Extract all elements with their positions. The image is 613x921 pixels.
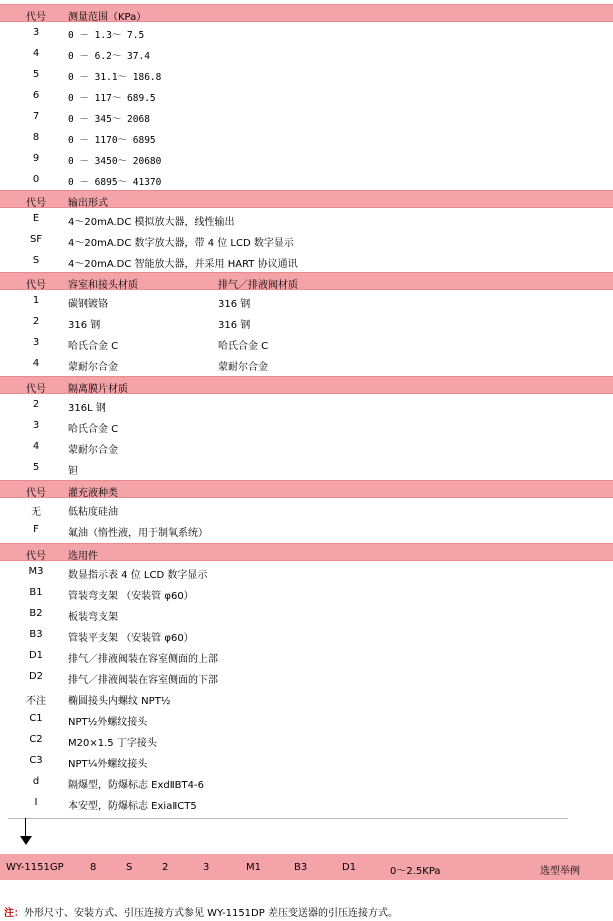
range-title-header: 测量范围（KPa）	[68, 12, 147, 23]
fill-header	[0, 480, 613, 498]
value: 板装弯支架	[68, 612, 118, 623]
material-section	[0, 272, 613, 374]
table-row	[0, 624, 613, 645]
example-range-code: 8	[90, 862, 97, 873]
value: 4～20mA.DC 模拟放大器，线性输出	[68, 217, 235, 228]
code: 5	[32, 69, 40, 80]
table-row	[0, 687, 613, 708]
value-2: 哈氏合金 C	[218, 341, 269, 352]
value: 哈氏合金 C	[68, 341, 119, 352]
table-row	[0, 250, 613, 271]
value: 椭圆接头内螺纹 NPT½	[68, 696, 171, 707]
code: 4	[32, 48, 40, 59]
selection-example-bar	[0, 854, 613, 880]
value: 0 － 1170～ 6895	[68, 135, 156, 146]
table-row	[0, 148, 613, 169]
table-row	[0, 498, 613, 519]
example-output-code: S	[126, 862, 133, 873]
value: 0 － 1.3～ 7.5	[68, 30, 145, 41]
material-code-header: 代号	[26, 280, 46, 291]
fill-code-header: 代号	[26, 488, 46, 499]
table-row	[0, 208, 613, 229]
code: 无	[31, 507, 41, 518]
options-header	[0, 543, 613, 561]
table-row	[0, 729, 613, 750]
code: F	[33, 524, 39, 535]
options-code-header: 代号	[26, 551, 46, 562]
table-row	[0, 85, 613, 106]
table-row	[0, 353, 613, 374]
value: NPT½外螺纹接头	[68, 717, 148, 728]
code: S	[32, 255, 40, 266]
table-row	[0, 519, 613, 540]
diaphragm-code-header: 代号	[26, 384, 46, 395]
example-material-code: 2	[162, 862, 169, 873]
table-row	[0, 229, 613, 250]
value: 4～20mA.DC 数字放大器，带 4 位 LCD 数字显示	[68, 238, 294, 249]
code: 7	[32, 111, 40, 122]
example-diaphragm-code: 3	[203, 862, 210, 873]
options-section	[0, 543, 613, 813]
code: d	[32, 776, 40, 787]
table-row	[0, 561, 613, 582]
example-option-3: D1	[342, 862, 357, 873]
range-section	[0, 4, 613, 190]
fill-section	[0, 480, 613, 540]
value: 0 － 117～ 689.5	[68, 93, 156, 104]
value: 管装弯支架 （安装管 φ60）	[68, 591, 194, 602]
code: B2	[29, 608, 43, 619]
example-model: WY-1151GP	[6, 862, 64, 873]
divider-line	[8, 818, 568, 819]
options-title-header: 选用件	[68, 551, 98, 562]
value: 低粘度硅油	[68, 507, 118, 518]
code: C1	[29, 713, 43, 724]
value: 隔爆型，防爆标志 ExdⅡBT4-6	[68, 780, 204, 791]
diaphragm-header	[0, 376, 613, 394]
value: 钽	[68, 466, 78, 477]
output-title-header: 输出形式	[68, 198, 108, 209]
code: 3	[32, 420, 40, 431]
arrow-down-icon	[20, 836, 32, 845]
table-row	[0, 332, 613, 353]
table-row	[0, 603, 613, 624]
code: 2	[32, 399, 40, 410]
value: 4～20mA.DC 智能放大器，并采用 HART 协议通讯	[68, 259, 298, 270]
code: 3	[32, 337, 40, 348]
value: 蒙耐尔合金	[68, 362, 118, 373]
value-2: 316 钢	[218, 320, 251, 331]
table-row	[0, 645, 613, 666]
code: M3	[28, 566, 44, 577]
valve-material-header: 排气／排液阀材质	[218, 280, 298, 291]
value: 316L 钢	[68, 403, 106, 414]
value: 0 － 6.2～ 37.4	[68, 51, 150, 62]
output-header	[0, 190, 613, 208]
value: 0 － 31.1～ 186.8	[68, 72, 162, 83]
example-range: 0～2.5KPa	[390, 866, 441, 877]
code: 不注	[26, 696, 46, 707]
table-row	[0, 457, 613, 478]
value-2: 316 钢	[218, 299, 251, 310]
example-label: 选型举例	[540, 866, 580, 877]
code: 9	[32, 153, 40, 164]
code: C3	[29, 755, 43, 766]
range-code-header: 代号	[26, 12, 46, 23]
example-option-1: M1	[246, 862, 261, 873]
code: 5	[32, 462, 40, 473]
value: 哈氏合金 C	[68, 424, 119, 435]
code: 0	[32, 174, 40, 185]
material-title-header: 容室和接头材质	[68, 280, 138, 291]
table-row	[0, 394, 613, 415]
range-header	[0, 4, 613, 22]
note-prefix: 注：	[4, 908, 24, 919]
table-row	[0, 666, 613, 687]
value: 数显指示表 4 位 LCD 数字显示	[68, 570, 208, 581]
code: D1	[28, 650, 44, 661]
table-row	[0, 750, 613, 771]
code: 4	[32, 441, 40, 452]
value: 排气／排液阀装在容室侧面的下部	[68, 675, 218, 686]
code: 8	[32, 132, 40, 143]
table-row	[0, 64, 613, 85]
value: 0 － 3450～ 20680	[68, 156, 162, 167]
code: 4	[32, 358, 40, 369]
table-row	[0, 792, 613, 813]
table-row	[0, 22, 613, 43]
code: D2	[28, 671, 44, 682]
material-header	[0, 272, 613, 290]
value: 排气／排液阀装在容室侧面的上部	[68, 654, 218, 665]
diaphragm-title-header: 隔离膜片材质	[68, 384, 128, 395]
value: 碳钢镀铬	[68, 299, 108, 310]
table-row	[0, 771, 613, 792]
output-code-header: 代号	[26, 198, 46, 209]
table-row	[0, 311, 613, 332]
code: B1	[29, 587, 43, 598]
value: 蒙耐尔合金	[68, 445, 118, 456]
example-option-2: B3	[294, 862, 308, 873]
code: C2	[29, 734, 43, 745]
diaphragm-section	[0, 376, 613, 478]
value-2: 蒙耐尔合金	[218, 362, 268, 373]
code: 2	[32, 316, 40, 327]
value: 0 － 345～ 2068	[68, 114, 150, 125]
code: 3	[32, 27, 40, 38]
table-row	[0, 43, 613, 64]
value: 0 － 6895～ 41370	[68, 177, 162, 188]
output-section	[0, 190, 613, 271]
table-row	[0, 106, 613, 127]
table-row	[0, 582, 613, 603]
code: B3	[29, 629, 43, 640]
code: I	[34, 797, 38, 808]
value: M20×1.5 丁字接头	[68, 738, 157, 749]
value: 氟油（惰性液，用于制氧系统）	[68, 528, 208, 539]
footnote	[4, 904, 398, 919]
value: 本安型，防爆标志 ExiaⅡCT5	[68, 801, 197, 812]
table-row	[0, 169, 613, 190]
table-row	[0, 415, 613, 436]
fill-title-header: 灌充液种类	[68, 488, 118, 499]
table-row	[0, 436, 613, 457]
table-row	[0, 708, 613, 729]
code: 6	[32, 90, 40, 101]
code: E	[32, 213, 40, 224]
arrow-stem	[25, 818, 26, 838]
code: 1	[32, 295, 40, 306]
value: 316 钢	[68, 320, 101, 331]
code: SF	[29, 234, 43, 245]
table-row	[0, 290, 613, 311]
value: NPT¼外螺纹接头	[68, 759, 148, 770]
value: 管装平支架 （安装管 φ60）	[68, 633, 194, 644]
note-text: 外形尺寸、安装方式、引压连接方式参见 WY-1151DP 差压变送器的引压连接方式。	[24, 908, 398, 919]
table-row	[0, 127, 613, 148]
